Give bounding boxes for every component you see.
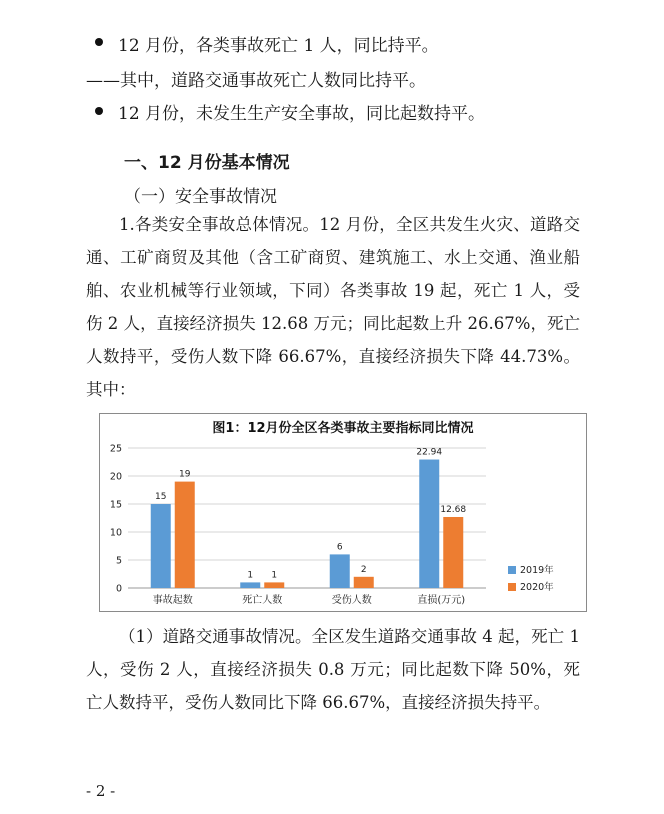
section-heading: 一、12 月份基本情况 [124,153,290,173]
bar-2019 [330,554,350,588]
chart-title: 图1：12月份全区各类事故主要指标同比情况 [212,421,474,436]
y-tick-label: 10 [109,527,122,539]
summary-bullet-1: 12 月份，各类事故死亡 1 人，同比持平。 [118,36,439,56]
summary-subline: ——其中，道路交通事故死亡人数同比持平。 [86,71,426,91]
data-label: 22.94 [416,447,443,458]
data-label: 15 [155,492,167,502]
bar-2019 [240,582,260,588]
y-tick-label: 25 [109,443,122,455]
data-label: 12.68 [440,504,467,515]
data-label: 6 [336,542,343,553]
chart-frame [99,413,587,612]
subsection-heading: （一）安全事故情况 [124,187,277,207]
bar-2019 [419,460,439,588]
bar-2020 [354,577,374,588]
legend-swatch [508,583,516,591]
x-tick-label: 死亡人数 [242,595,283,606]
bar-2019 [151,504,171,588]
bar-2020 [443,517,463,588]
data-label: 1 [271,570,278,581]
y-tick-label: 5 [115,555,122,567]
page-number: - 2 - [86,782,116,800]
x-tick-label: 直损(万元) [417,595,466,606]
x-tick-label: 受伤人数 [331,595,372,606]
body-paragraph: （1）道路交通事故情况。全区发生道路交通事故 4 起，死亡 1 人，受伤 2 人，直接经济损失 0.8 万元；同比起数下降 50%，死亡人数持平，受伤人数同比下降 66.67%，直接经济损失持平。 [86,627,580,712]
bar-2020 [264,582,284,588]
legend-swatch [508,566,516,574]
body-paragraph: 1.各类安全事故总体情况。12 月份，全区共发生火灾、道路交通、工矿商贸及其他（含工矿商贸、建筑施工、水上交通、渔业船舶、农业机械等行业领域，下同）各类事故 19 起，死亡 1 人，受伤 2 人，直接经济损失 12.68 万元；同比起数上升 26.67%，死亡人数持平，受伤人数下降 66.67%，直接经济损失下降 44.73%。其中： [86,215,580,399]
legend-label: 2019年 [520,565,554,576]
data-label: 19 [179,469,191,480]
bar-2020 [175,482,195,588]
y-tick-label: 0 [115,583,122,595]
y-tick-label: 20 [109,471,122,483]
y-tick-label: 15 [109,499,122,511]
summary-bullet-3: 12 月份，未发生生产安全事故，同比起数持平。 [118,104,486,124]
bullet-dot [95,107,103,115]
bullet-dot [95,38,103,46]
data-label: 2 [360,564,367,575]
legend-label: 2020年 [520,582,554,593]
bar-chart [100,414,586,611]
x-tick-label: 事故起数 [152,595,193,606]
data-label: 1 [247,570,254,581]
